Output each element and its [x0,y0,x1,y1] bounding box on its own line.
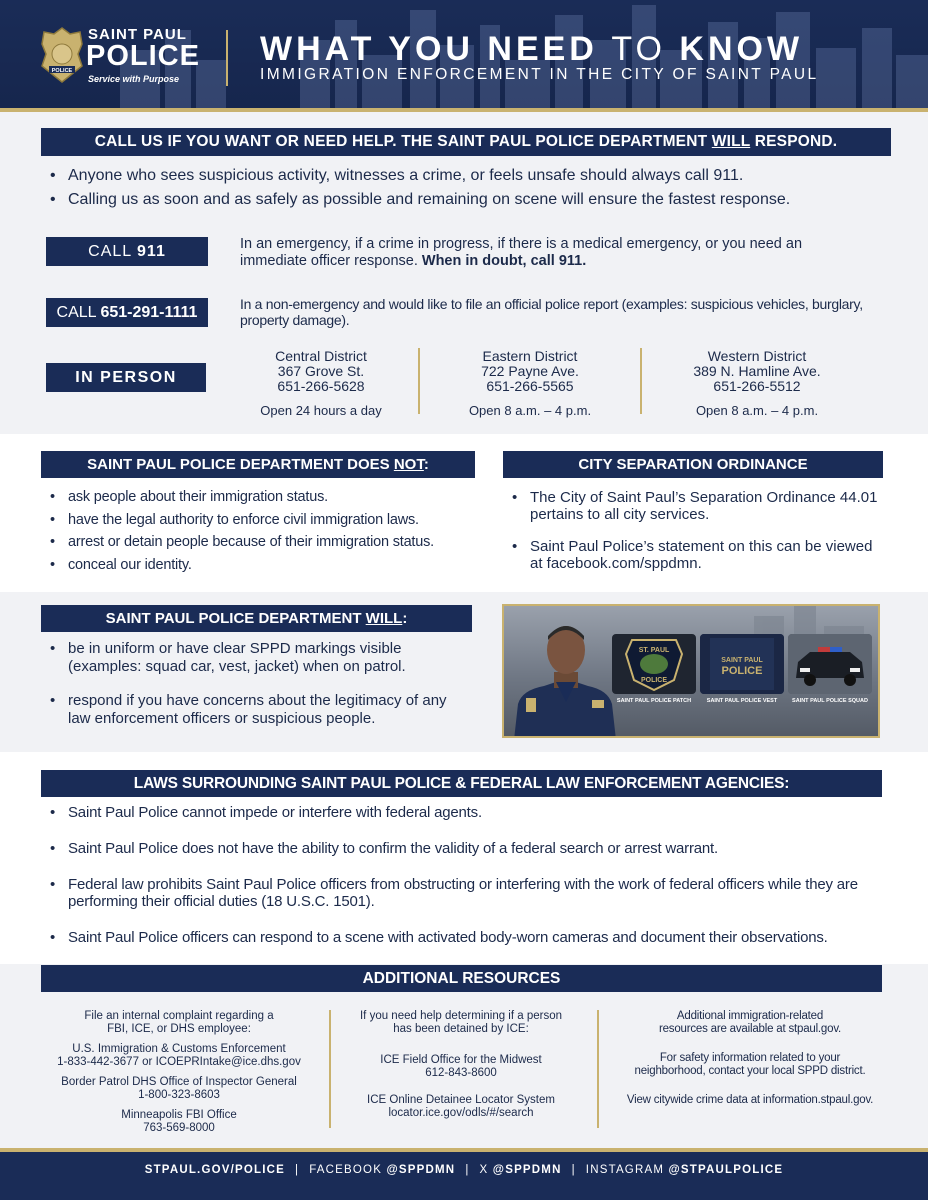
footer-separator: | [295,1164,300,1176]
footer-instagram-label: INSTAGRAM [585,1164,665,1176]
footer-separator: | [465,1164,470,1176]
will-title-em: WILL [365,610,403,627]
res-text: Border Patrol DHS Office of Inspector General [61,1076,297,1088]
footer-separator: | [571,1164,576,1176]
call-911-desc-bold: When in doubt, call 911. [421,253,587,269]
help-banner-em: WILL [711,133,751,150]
res-text: ICE Online Detainee Locator System [367,1094,555,1106]
help-banner-pre: CALL US IF YOU WANT OR NEED HELP. THE SAINT PAUL POLICE DEPARTMENT [94,133,708,150]
brand-tagline: Service with Purpose [88,74,180,84]
res-text: View citywide crime data at information.stpaul.gov. [626,1094,874,1106]
squad-thumbnail [788,634,872,694]
list-item: • Federal law prohibits Saint Paul Police officers from obstructing or interfering with the work of federal officers while they are performing their official duties (18 U.S.C. 1501). [48,876,898,910]
list-item: • Anyone who sees suspicious activity, witnesses a crime, or feels unsafe should always call 911. [48,164,898,188]
res-text: 612-843-8600 [425,1067,497,1079]
vest-caption: SAINT PAUL POLICE VEST [706,698,778,704]
district-central [226,349,416,418]
list-item: • Saint Paul Police’s statement on this can be viewed at facebook.com/sppdmn. [510,538,880,572]
call-nonemergency-label [46,298,208,327]
does-not-banner [41,451,475,478]
title-part-2: TO [611,30,666,68]
footer-x-handle[interactable]: @SPPDMN [492,1164,562,1176]
call-non-number: 651-291-1111 [100,304,198,321]
district-hours: Open 24 hours a day [260,403,382,418]
list-item: • Saint Paul Police does not have the ability to confirm the validity of a federal search or arrest warrant. [48,840,898,857]
header-divider [226,30,228,86]
page-subtitle: IMMIGRATION ENFORCEMENT IN THE CITY OF SAINT PAUL [260,66,819,83]
resources-divider [329,1010,331,1128]
district-phone: 651-266-5512 [713,378,801,394]
list-item: • be in uniform or have clear SPPD markings visible (examples: squad car, vest, jacket) when on patrol. [48,640,468,676]
district-hours: Open 8 a.m. – 4 p.m. [695,403,819,418]
does-not-title-em: NOT [393,456,424,473]
call-non-pre: CALL [56,304,96,321]
res-text: Minneapolis FBI Office [121,1109,237,1121]
in-person-label: IN PERSON [46,363,206,392]
does-not-bullets [48,486,488,576]
resources-column-complaints [45,1010,313,1135]
district-phone: 651-266-5628 [277,378,365,394]
patch-bottom-text: POLICE [640,677,668,684]
patch-top-text: ST. PAUL [638,647,670,654]
footer-x-label: X [479,1164,489,1176]
help-banner [41,128,891,156]
ordinance-bullets [510,489,880,572]
help-bullets [48,164,898,212]
call-911-number: 911 [137,243,166,260]
list-item: • ask people about their immigration status. [48,486,488,509]
footer-facebook-handle[interactable]: @SPPDMN [386,1164,456,1176]
res-text: U.S. Immigration & Customs Enforcement [72,1043,286,1055]
district-western [662,349,852,418]
will-banner [41,605,472,632]
footer-gold-stripe [0,1148,928,1152]
brand-police: POLICE [86,40,200,72]
res-text: For safety information related to your neighborhood, contact your local SPPD district. [634,1052,866,1077]
district-address: 722 Payne Ave. [481,363,579,379]
list-item: • arrest or detain people because of their immigration status. [48,531,488,554]
footer-links [0,1164,928,1176]
vest-top-text: SAINT PAUL [721,657,763,664]
will-bullets [48,640,468,728]
district-address: 367 Grove St. [277,363,365,379]
res-text: 1-833-442-3677 or ICOEPRIntake@ice.dhs.gov [57,1056,301,1068]
title-part-1: WHAT YOU NEED [260,30,598,68]
list-item: • Calling us as soon and as safely as possible and remaining on scene will ensure the fastest response. [48,188,898,212]
title-part-3: KNOW [679,30,804,68]
district-phone: 651-266-5565 [486,378,574,394]
page-title [260,30,803,69]
district-eastern [435,349,625,418]
res-text: Additional immigration-related resources are available at stpaul.gov. [658,1010,842,1035]
footer-website-link[interactable]: STPAUL.GOV/POLICE [144,1164,286,1176]
will-title-pre: SAINT PAUL POLICE DEPARTMENT [105,610,362,627]
resources-column-ice [345,1010,577,1120]
ordinance-banner: CITY SEPARATION ORDINANCE [503,451,883,478]
call-911-pre: CALL [88,243,132,260]
laws-bullets [48,804,898,946]
district-divider [418,348,420,414]
uniform-identification-photo [502,604,880,738]
district-name: Central District [275,348,367,364]
call-911-label [46,237,208,266]
list-item: • have the legal authority to enforce civil immigration laws. [48,509,488,532]
res-text: locator.ice.gov/odls/#/search [388,1107,534,1119]
list-item: • Saint Paul Police officers can respond to a scene with activated body-worn cameras and document their observations. [48,929,898,946]
call-911-description [240,236,840,270]
police-badge-icon [40,26,84,84]
patch-caption: SAINT PAUL POLICE PATCH [616,698,692,704]
list-item: • conceal our identity. [48,554,488,577]
will-title-post: : [402,610,408,627]
district-name: Western District [707,348,807,364]
district-hours: Open 8 a.m. – 4 p.m. [468,403,592,418]
resources-banner: ADDITIONAL RESOURCES [41,965,882,992]
list-item: • Saint Paul Police cannot impede or interfere with federal agents. [48,804,898,821]
vest-thumbnail [700,634,784,694]
resources-column-city [615,1010,885,1114]
brand-saint-paul: SAINT PAUL [88,26,187,43]
res-text: ICE Field Office for the Midwest [380,1054,542,1066]
does-not-title-pre: SAINT PAUL POLICE DEPARTMENT DOES [87,456,390,473]
district-divider [640,348,642,414]
district-address: 389 N. Hamline Ave. [693,363,821,379]
patch-thumbnail [612,634,696,694]
squad-caption: SAINT PAUL POLICE SQUAD [792,698,868,704]
badge-label: POLICE [51,68,73,74]
does-not-title-post: : [423,456,429,473]
district-name: Eastern District [482,348,578,364]
page-header [0,0,928,112]
list-item: • The City of Saint Paul’s Separation Ordinance 44.01 pertains to all city services. [510,489,880,523]
res-text: File an internal complaint regarding a FBI, ICE, or DHS employee: [84,1010,274,1035]
vest-bottom-text: POLICE [721,665,763,677]
res-text: If you need help determining if a person has been detained by ICE: [359,1010,563,1035]
footer-facebook-label: FACEBOOK [309,1164,383,1176]
call-nonemergency-description: In a non-emergency and would like to file an official police report (examples: suspicious vehicles, burglary, property damage). [240,296,863,328]
res-text: 1-800-323-8603 [138,1089,220,1101]
laws-banner: LAWS SURROUNDING SAINT PAUL POLICE & FEDERAL LAW ENFORCEMENT AGENCIES: [41,770,882,797]
resources-divider [597,1010,599,1128]
call-911-desc-text: In an emergency, if a crime in progress, if there is a medical emergency, or you need an immediate officer response. [240,236,803,269]
list-item: • respond if you have concerns about the legitimacy of any law enforcement officers or suspicious people. [48,692,468,728]
footer-instagram-handle[interactable]: @STPAULPOLICE [668,1164,784,1176]
res-text: 763-569-8000 [143,1122,215,1134]
help-banner-post: RESPOND. [754,133,838,150]
